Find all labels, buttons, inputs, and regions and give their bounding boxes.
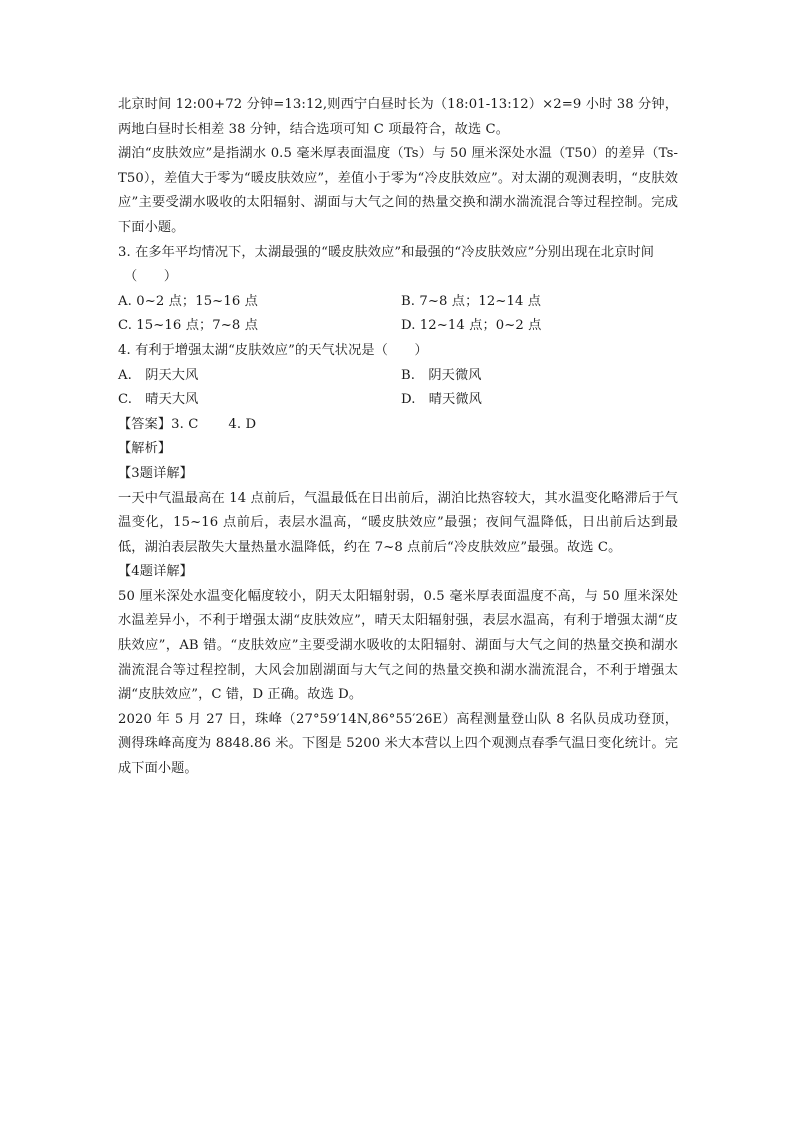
paragraph-intro: 湖泊“皮肤效应”是指湖水 0.5 毫米厚表面温度（Ts）与 50 厘米深处水温（T50）的差异（Ts-T50），差值大于零为“暖皮肤效应”，差值小于零为“冷皮肤效应”。对太湖的观测表明，“皮肤效应”主要受湖水吸收的太阳辐射、湖面与大气之间的热量交换和湖水湍流混合等过程控制。完成下面小题。 <box>118 146 678 235</box>
question-3-stem <box>118 241 678 290</box>
paragraph-previous-answer: 北京时间 12:00+72 分钟=13:12,则西宁白昼时长为（18:01-13:12）×2=9 小时 38 分钟，两地白昼时长相差 38 分钟，结合选项可知 C 项最符合，故选 C。 <box>118 97 678 137</box>
answer-label: 【答案】 <box>118 416 172 432</box>
analysis-label: 【解析】 <box>118 441 172 457</box>
detail-3-text: 一天中气温最高在 14 点前后，气温最低在日出前后，湖泊比热容较大，其水温变化略滞后于气温变化，15~16 点前后，表层水温高，“暖皮肤效应”最强；夜间气温降低，日出前后达到最低，湖泊表层散失大量热量水温降低，约在 7~8 点前后“冷皮肤效应”最强。故选 C。 <box>118 490 678 555</box>
question-4-option-a: A. 阴天大风 <box>118 367 199 383</box>
document-page <box>118 93 678 782</box>
answer-3: 3. C <box>171 416 199 432</box>
question-3-bracket: （ ） <box>124 269 178 285</box>
question-3-options-row-1 <box>118 290 678 315</box>
question-4-stem: 4. 有利于增强太湖“皮肤效应”的天气状况是（ ） <box>118 342 428 358</box>
question-3-option-c: C. 15~16 点；7~8 点 <box>118 318 258 334</box>
answer-4: 4. D <box>228 416 257 432</box>
question-3-option-d: D. 12~14 点；0~2 点 <box>401 318 542 334</box>
question-4-option-d: D. 晴天微风 <box>401 392 482 408</box>
detail-4-label: 【4题详解】 <box>118 564 193 580</box>
question-3-options-row-2 <box>118 314 678 339</box>
question-3-option-a: A. 0~2 点；15~16 点 <box>118 293 258 309</box>
question-3-text: 3. 在多年平均情况下，太湖最强的“暖皮肤效应”和最强的“冷皮肤效应”分别出现在北京时间 <box>118 244 655 260</box>
paragraph-closing: 2020 年 5 月 27 日，珠峰（27°59′14N,86°55′26E）高程测量登山队 8 名队员成功登顶，测得珠峰高度为 8848.86 米。下图是 5200 米大本营以上四个观测点春季气温日变化统计。完成下面小题。 <box>118 711 678 777</box>
question-4-option-c: C. 晴天大风 <box>118 392 199 408</box>
detail-4-text: 50 厘米深处水温变化幅度较小，阴天太阳辐射弱，0.5 毫米厚表面温度不高，与 50 厘米深处水温差异小，不利于增强太湖“皮肤效应”，晴天太阳辐射强，表层水温高，有利于增强太湖“皮肤效应”，AB 错。“皮肤效应”主要受湖水吸收的太阳辐射、湖面与大气之间的热量交换和湖水湍流混合等过程控制，大风会加剧湖面与大气之间的热量交换和湖水湍流混合，不利于增强太湖“皮肤效应”，C 错，D 正确。故选 D。 <box>118 588 678 703</box>
question-4-option-b: B. 阴天微风 <box>401 367 482 383</box>
answer-line <box>118 413 678 438</box>
detail-3-label: 【3题详解】 <box>118 465 193 481</box>
question-4-options-row-2 <box>118 388 678 413</box>
question-3-option-b: B. 7~8 点；12~14 点 <box>401 293 542 309</box>
question-4-options-row-1 <box>118 364 678 389</box>
